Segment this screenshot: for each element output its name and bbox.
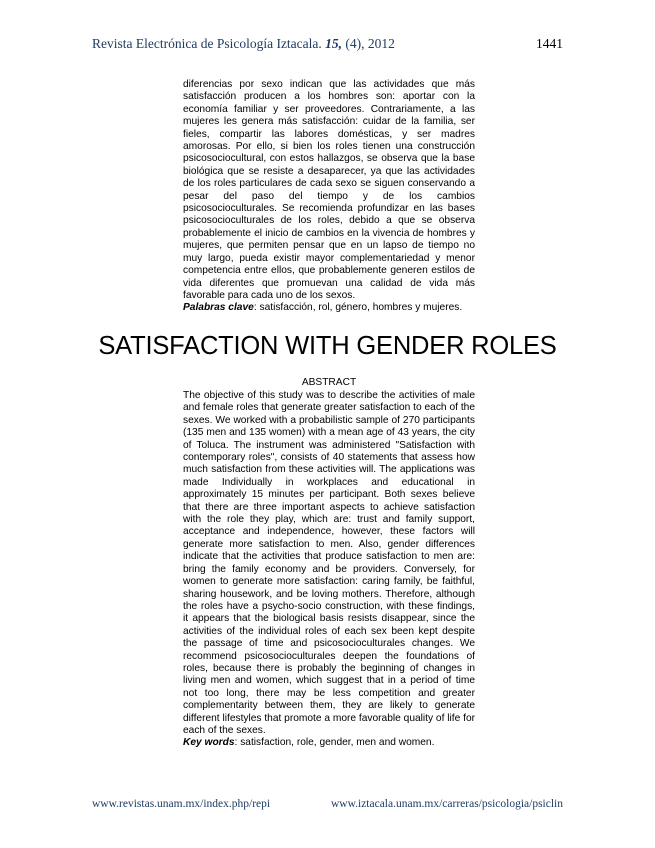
spanish-abstract	[183, 79, 475, 315]
spanish-keywords-list: : satisfacción, rol, género, hombres y mujeres.	[253, 302, 463, 314]
english-keywords-label: Key words	[183, 737, 235, 749]
english-keywords	[183, 737, 475, 749]
english-keywords-list: : satisfaction, role, gender, men and women.	[234, 737, 435, 749]
running-header	[92, 36, 563, 56]
abstract-heading: ABSTRACT	[301, 377, 357, 388]
footer-link-iztacala[interactable]: www.iztacala.unam.mx/carreras/psicologia/psiclin	[330, 798, 563, 810]
journal-name: Revista Electrónica de Psicología Iztacala.	[92, 36, 322, 51]
journal-citation	[92, 36, 395, 52]
footer-link-revistas[interactable]: www.revistas.unam.mx/index.php/repi	[92, 798, 271, 810]
english-abstract	[183, 390, 475, 750]
page-number: 1441	[536, 36, 563, 51]
spanish-keywords	[183, 302, 475, 314]
journal-volume: 15,	[325, 36, 343, 51]
english-abstract-text: The objective of this study was to describe the activities of male and female roles that generate greater satisfaction to each of the sexes. We worked with a probabilistic sample of 270 participants (135 men and 135 women) with a mean age of 43 years, the city of Toluca. The instrument was administered "Satisfaction with contemporary roles", consists of 40 statements that assess how much satisfaction from these activities will. The applications was made Individually in workplaces and educational in approximately 15 minutes per participant. Both sexes believe that there are three important aspects to achieve satisfaction with the role they play, which are: trust and family support, acceptance and independence, however, these factors will generate more satisfaction to men. Also, gender differences indicate that the activities that produce satisfaction to men are: bring the family economy and be providers. Conversely, for women to generate more satisfaction: caring family, be faithful, sharing housework, and be loving mothers. Therefore, although the roles have a psycho-socio construction, with these findings, it appears that the biological basis resists disappear, since the activities of the individual roles of each sex been kept despite the passage of time and psicosocioculturales changes. We recommend psicosocioculturales deepen the foundations of roles, because there is probably the beginning of changes in living men and women, which suggest that in a period of time not too long, there may be less competition and greater complementarity between them, they are likely to generate different lifestyles that promote a more favorable quality of life for each of the sexes.	[183, 390, 475, 736]
spanish-abstract-text: diferencias por sexo indican que las actividades que más satisfacción producen a los hombres son: aportar con la economía familiar y ser proveedores. Contrariamente, a las mujeres les genera más satisfacción: cuidar de la familia, ser fieles, compartir las labores domésticas, y ser madres amorosas. Por ello, si bien los roles tienen una construcción psicosociocultural, con estos hallazgos, se observa que la base biológica que se resiste a desaparecer, ya que las actividades de los roles particulares de cada sexo se siguen conservando a pesar del paso del tiempo y de los cambios psicosocioculturales. Se recomienda profundizar en las bases psicosocioculturales de los roles, debido a que se observa probablemente el inicio de cambios en la vivencia de hombres y mujeres, que permiten pensar que en un lapso de tiempo no muy largo, pueda existir mayor complementariedad y menor competencia entre ellos, que probablemente generen estilos de vida diferentes que promuevan una calidad de vida más favorable para cada uno de los sexos.	[183, 79, 475, 301]
journal-issue-year: (4), 2012	[345, 36, 395, 51]
spanish-keywords-label: Palabras clave	[183, 302, 254, 314]
english-title: SATISFACTION WITH GENDER ROLES	[98, 332, 557, 360]
